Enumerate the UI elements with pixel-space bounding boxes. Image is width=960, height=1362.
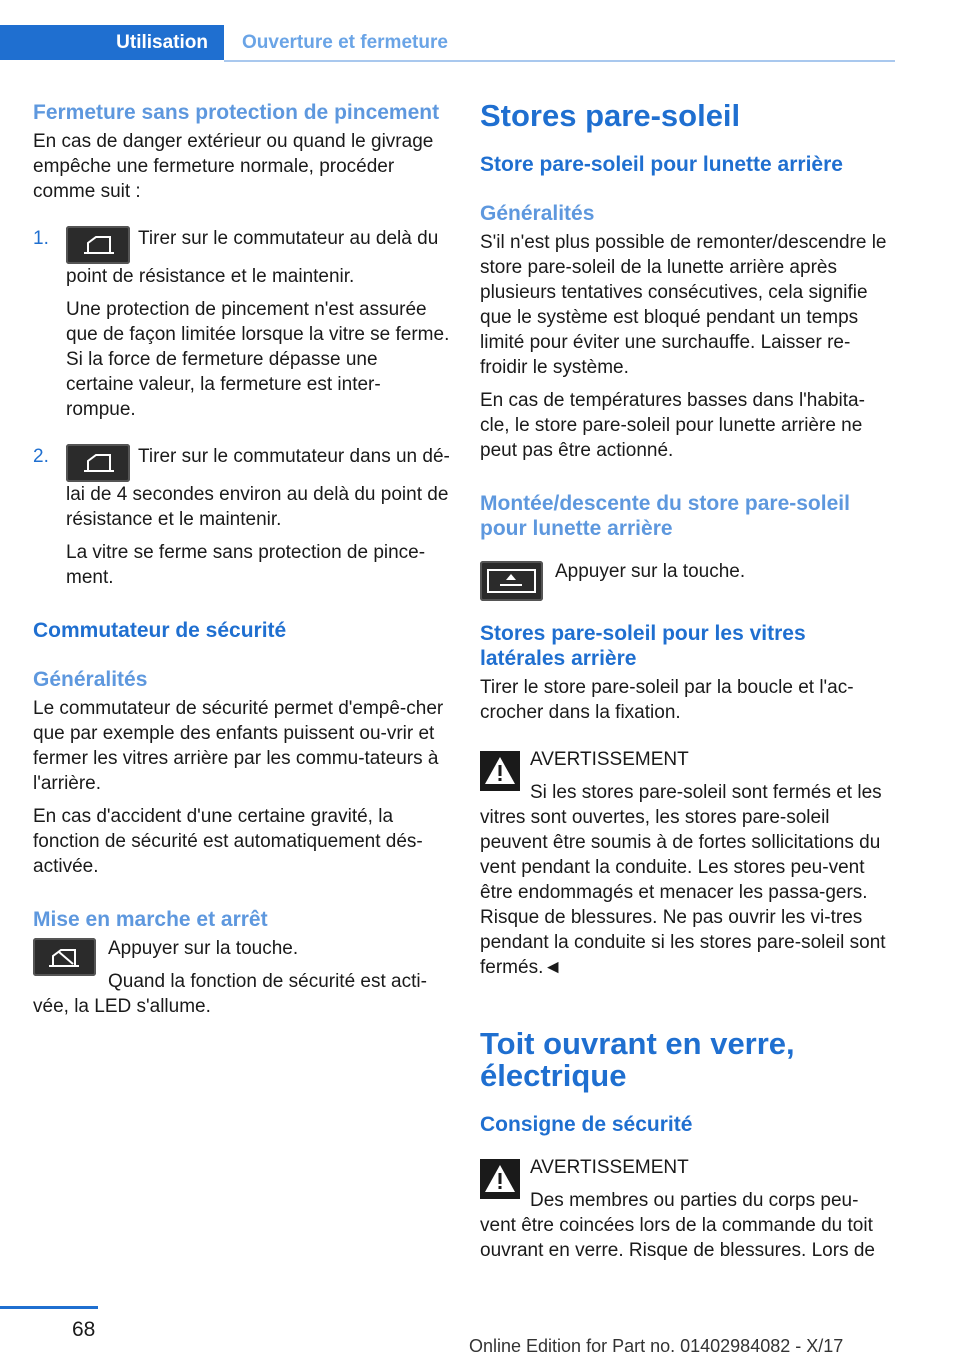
generalites-paragraph-1: Le commutateur de sécurité permet d'empê-cher que par exemple des enfants puissent ou-vrir et fermer les vitres arrière par les commu-tateurs à l'arrière. (33, 698, 444, 794)
step-note: La vitre se ferme sans protection de pince-ment. (66, 542, 426, 588)
heading-generalites: Généralités (33, 668, 148, 691)
left-column (33, 100, 450, 1027)
window-switch-icon (66, 444, 130, 482)
warning-icon (480, 1159, 520, 1199)
warning-block-2 (480, 1155, 893, 1263)
heading-laterales: Stores pare-soleil pour les vitres latérales arrière (480, 622, 806, 670)
generalites-paragraph-2: En cas d'accident d'une certaine gravité, la fonction de sécurité est automatiquement dés-activée. (33, 806, 423, 877)
sunblind-button-row (480, 559, 893, 601)
generalites-paragraph-1: S'il n'est plus possible de remonter/descendre le store pare-soleil de la lunette arrière après plusieurs tentatives consécutives, cela signifie que le système est bloqué pendant un temps limité pour éviter une surchauffe. Laisser re-froidir le système. (480, 232, 887, 378)
window-switch-icon (66, 226, 130, 264)
heading-stores: Stores pare-soleil (480, 98, 741, 133)
heading-marche-arret: Mise en marche et arrêt (33, 908, 268, 931)
heading-generalites: Généralités (480, 202, 595, 225)
heading-consigne: Consigne de sécurité (480, 1113, 693, 1136)
section-tab-inactive: Ouverture et fermeture (242, 32, 448, 53)
heading-commutateur: Commutateur de sécurité (33, 619, 287, 642)
heading-toit-ouvrant: Toit ouvrant en verre, électrique (480, 1026, 795, 1093)
warning-block-1 (480, 747, 893, 980)
tirer-paragraph: Tirer le store pare-soleil par la boucle et l'ac-crocher dans la fixation. (480, 677, 854, 723)
step-number: 1. (33, 228, 49, 249)
appuyer-text: Appuyer sur la touche. (108, 938, 299, 959)
step-1 (33, 226, 450, 422)
page-number: 68 (72, 1318, 96, 1341)
warning-icon (480, 751, 520, 791)
led-text: Quand la fonction de sécurité est acti-vée, la LED s'allume. (33, 971, 427, 1017)
heading-fermeture: Fermeture sans protection de pincement (33, 101, 440, 124)
step-text: Tirer sur le commutateur au delà du point de résistance et le maintenir. (66, 228, 439, 287)
heading-store-lunette: Store pare-soleil pour lunette arrière (480, 153, 843, 176)
intro-paragraph: En cas de danger extérieur ou quand le givrage empêche une fermeture normale, procéder comme suit : (33, 131, 434, 202)
warning-title: AVERTISSEMENT (530, 749, 689, 770)
step-note: Une protection de pincement n'est assurée que de façon limitée lorsque la vitre se ferme. Si la force de fermeture dépasse une certaine valeur, la fermeture est inter-rompue. (66, 299, 450, 420)
warning-text: Si les stores pare-soleil sont fermés et les vitres sont ouvertes, les stores pare-soleil peuvent être soumis à de fortes sollicitations du vent pendant la conduite. Les stores peu-vent être endommagés et menacer les passa-gers. Risque de blessures. Ne pas ouvrir les vi-tres pendant la conduite si les stores pare-soleil sont fermés.◄ (480, 782, 886, 978)
right-column (480, 100, 893, 1271)
section-tab-active: Utilisation (0, 25, 224, 60)
generalites-paragraph-2: En cas de températures basses dans l'habita-cle, le store pare-soleil pour lunette arrière ne peut pas être actionné. (480, 390, 865, 461)
sunblind-button-icon (480, 561, 543, 601)
step-2 (33, 444, 450, 590)
page-header (0, 25, 895, 61)
heading-montee-descente: Montée/descente du store pare-soleil pour lunette arrière (480, 492, 850, 540)
warning-text: Des membres ou parties du corps peu-vent être coincées lors de la commande du toit ouvrant en verre. Risque de blessures. Lors de (480, 1190, 875, 1261)
header-rule (224, 60, 895, 62)
appuyer-text: Appuyer sur la touche. (555, 561, 746, 582)
warning-title: AVERTISSEMENT (530, 1157, 689, 1178)
footer-rule (0, 1306, 98, 1309)
edition-text: Online Edition for Part no. 01402984082 - X/17 (469, 1336, 844, 1356)
safety-switch-icon (33, 938, 96, 976)
step-text: Tirer sur le commutateur dans un dé-lai de 4 secondes environ au delà du point de résistance et le maintenir. (66, 446, 450, 530)
step-number: 2. (33, 446, 49, 467)
safety-switch-row (33, 936, 450, 1027)
